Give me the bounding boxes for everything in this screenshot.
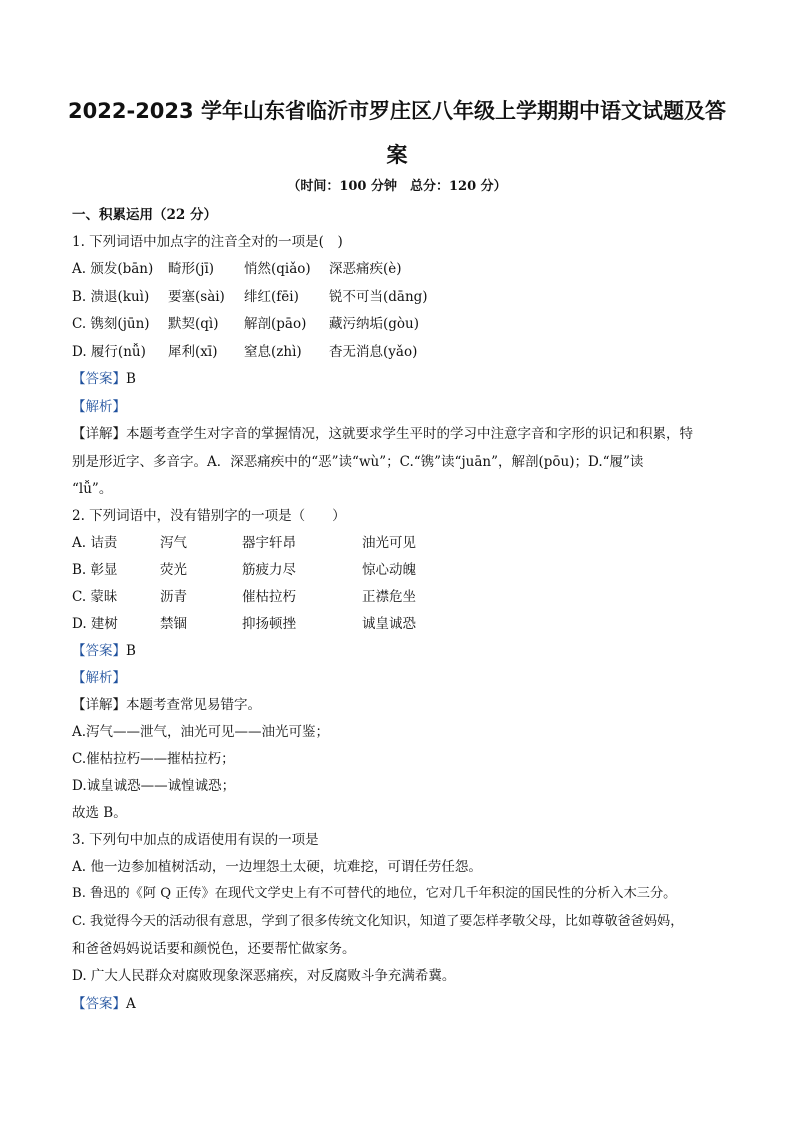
analysis-tag: 【解析】 — [72, 670, 126, 686]
q1-a-word4: 深恶痛疾(è) — [329, 261, 402, 277]
q2-analysis — [72, 668, 728, 688]
q3-option-b: B. 鲁迅的《阿 Q 正传》在现代文学史上有不可替代的地位，它对几千年积淀的国民性的分析入木三分。 — [72, 886, 677, 901]
q2-a-word4: 油光可见 — [362, 535, 416, 551]
q3-option-a: A. 他一边参加植树活动，一边埋怨土太硬，坑难挖，可谓任劳任怨。 — [72, 859, 482, 875]
q1-detail-line2: 别是形近字、多音字。A．深恶痛疾中的“恶”读“wù”；C.“镌”读“juān”，解剖(pōu)；D.“履”读 — [72, 454, 644, 470]
q2-detail-line4: D.诚皇诚恐——诚惶诚恐； — [72, 778, 236, 794]
q2-detail-line3: C.催枯拉朽——摧枯拉朽； — [72, 751, 235, 767]
q1-b-word1: B. 溃退(kuì) — [72, 289, 150, 305]
q1-option-d — [72, 342, 728, 362]
q1-option-c — [72, 314, 728, 334]
q2-option-b — [72, 560, 728, 580]
q1-stem: 1. 下列词语中加点字的注音全对的一项是( ) — [72, 234, 343, 250]
section-heading: 一、积累运用（22 分） — [72, 207, 217, 223]
q1-d-word3: 窒息(zhì) — [244, 344, 302, 360]
q2-a-word1: A. 诘责 — [72, 535, 118, 551]
q2-c-word3: 催枯拉朽 — [242, 589, 296, 605]
q2-detail-line2: A.泻气——泄气，油光可见——油光可鉴； — [72, 724, 330, 740]
q2-option-a — [72, 533, 728, 553]
q1-analysis — [72, 397, 728, 417]
q1-b-word2: 要塞(sài) — [168, 289, 225, 305]
q2-c-word4: 正襟危坐 — [362, 589, 416, 605]
q2-option-c — [72, 587, 728, 607]
document-title-line2: 案 — [386, 143, 408, 167]
q2-b-word4: 惊心动魄 — [362, 562, 416, 578]
q1-d-word2: 犀利(xī) — [168, 344, 218, 360]
exam-info: （时间：100 分钟 总分：120 分） — [287, 179, 507, 194]
answer-tag: 【答案】 — [72, 996, 126, 1012]
q1-answer — [72, 369, 728, 389]
q1-a-word1: A. 颁发(bān) — [72, 261, 154, 277]
q2-b-word2: 荧光 — [160, 562, 187, 578]
q3-stem: 3. 下列句中加点的成语使用有误的一项是 — [72, 832, 319, 848]
q2-a-word2: 泻气 — [160, 535, 187, 551]
q2-b-word3: 筋疲力尽 — [242, 562, 296, 578]
q1-detail-line3: “lǚ”。 — [72, 481, 113, 497]
q2-d-word4: 诚皇诚恐 — [362, 616, 416, 632]
q1-option-a — [72, 259, 728, 279]
q3-answer — [72, 994, 728, 1014]
q1-c-word3: 解剖(pāo) — [244, 316, 307, 332]
answer-tag: 【答案】 — [72, 371, 126, 387]
q2-a-word3: 器宇轩昂 — [242, 535, 296, 551]
q1-d-word1: D. 履行(nǚ) — [72, 344, 146, 360]
q2-detail-line1 — [72, 695, 728, 715]
q2-detail-text1: 本题考查常见易错字。 — [126, 697, 261, 713]
answer-tag: 【答案】 — [72, 643, 126, 659]
q1-c-word1: C. 镌刻(jūn) — [72, 316, 150, 332]
q2-d-word3: 抑扬顿挫 — [242, 616, 296, 632]
q2-answer — [72, 641, 728, 661]
q3-option-c-line1: C. 我觉得今天的活动很有意思，学到了很多传统文化知识，知道了要怎样孝敬父母，比如尊敬爸爸妈妈， — [72, 914, 684, 929]
q2-stem: 2. 下列词语中，没有错别字的一项是（ ） — [72, 508, 346, 524]
q1-b-word4: 锐不可当(dāng) — [329, 289, 428, 305]
q3-option-c-line2: 和爸爸妈妈说话要和颜悦色，还要帮忙做家务。 — [72, 941, 356, 957]
q1-detail-line1 — [72, 424, 728, 444]
q3-option-d: D. 广大人民群众对腐败现象深恶痛疾，对反腐败斗争充满希冀。 — [72, 968, 456, 984]
q1-d-word4: 杳无消息(yǎo) — [329, 344, 418, 360]
document-title-line1: 2022-2023 学年山东省临沂市罗庄区八年级上学期期中语文试题及答 — [68, 99, 726, 123]
q2-d-word1: D. 建树 — [72, 616, 118, 632]
detail-tag: 【详解】 — [72, 426, 126, 442]
q2-d-word2: 禁锢 — [160, 616, 187, 632]
q2-b-word1: B. 彰显 — [72, 562, 118, 578]
q2-conclusion: 故选 B。 — [72, 805, 127, 821]
q3-answer-value: A — [126, 996, 136, 1012]
q2-c-word2: 沥青 — [160, 589, 187, 605]
q1-detail-text1: 本题考查学生对字音的掌握情况，这就要求学生平时的学习中注意字音和字形的识记和积累，特 — [126, 426, 693, 442]
q1-b-word3: 绯红(fēi) — [244, 289, 299, 305]
q1-a-word3: 悄然(qiǎo) — [244, 261, 311, 277]
q2-option-d — [72, 614, 728, 634]
analysis-tag: 【解析】 — [72, 399, 126, 415]
q1-a-word2: 畸形(jī) — [168, 261, 215, 277]
q1-option-b — [72, 287, 728, 307]
q1-answer-value: B — [126, 371, 136, 387]
q1-c-word4: 藏污纳垢(gòu) — [329, 316, 419, 332]
q2-answer-value: B — [126, 643, 136, 659]
detail-tag: 【详解】 — [72, 697, 126, 713]
q1-c-word2: 默契(qì) — [168, 316, 219, 332]
q2-c-word1: C. 蒙昧 — [72, 589, 118, 605]
